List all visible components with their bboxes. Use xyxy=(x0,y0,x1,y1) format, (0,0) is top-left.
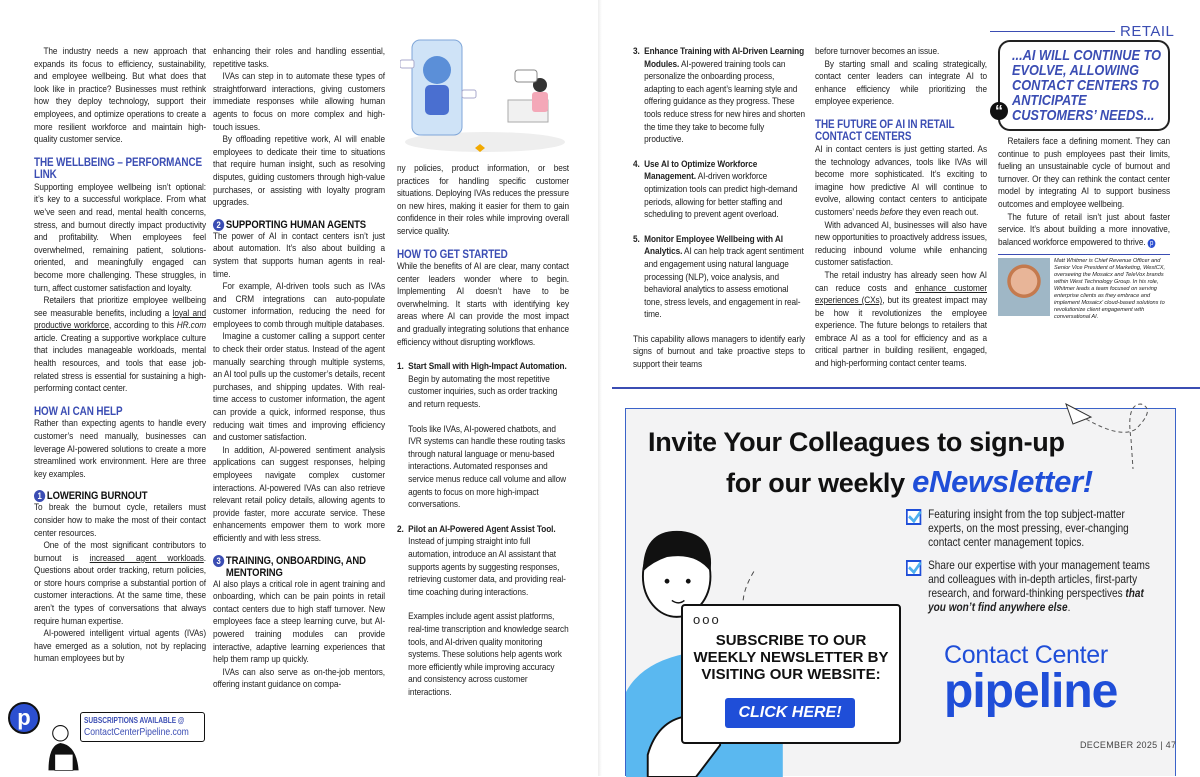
checkbox-icon xyxy=(906,509,921,525)
paragraph xyxy=(998,212,1170,250)
text: . xyxy=(1067,600,1071,614)
item-subtext: Tools like IVAs, AI-powered chatbots, and IVR systems can handle these routing tasks through natural language or menu-based interactions. Automated responses and service menus reduce call volume and allow agents to focus on more high-impact conversations. xyxy=(408,423,567,511)
text: before xyxy=(880,206,904,218)
loyal-workforce-link[interactable]: loyal and productive workforce xyxy=(34,307,206,332)
paragraph: In addition, AI-powered sentiment analysis applications can suggest responses, helping employees navigate complex customer interactions. AI-powered IVAs can also retrieve relevant retail policy details, allowing agents to provide faster, more accurate service. These enhancements empower them to work more efficiently and with less stress. xyxy=(213,444,385,544)
paragraph: Retailers face a defining moment. They can continue to push employees past their limits, fueling an unsustainable cycle of burnout and turnover. Or they can rethink the contact center model by integrating AI to support business outcomes and employee wellbeing. xyxy=(998,136,1170,210)
text: The retail industry has already seen how AI can reduce costs and xyxy=(815,269,987,294)
item-title: Start Small with High-Impact Automation. xyxy=(408,361,567,373)
steps-list xyxy=(397,361,569,699)
steps-list xyxy=(633,46,805,322)
text: One of the most significant contributors to burnout is xyxy=(34,540,207,564)
subscriptions-label: SUBSCRIPTIONS AVAILABLE @ xyxy=(84,716,185,725)
benefit-text: Featuring insight from the top subject-matter experts, on the most pressing, ever-changing contact center management topics. xyxy=(928,507,1129,549)
text: HR.com xyxy=(176,320,206,332)
paragraph xyxy=(815,270,987,371)
item-title: Enhance Training with AI-Driven Learning Modules. xyxy=(644,46,805,70)
paragraph: IVAs can also serve as on-the-job mentors, offering instant guidance on compa- xyxy=(213,666,385,691)
list-item xyxy=(397,361,569,512)
author-bio xyxy=(998,254,1170,320)
heading-text: SUPPORTING HUMAN AGENTS xyxy=(225,218,367,231)
paragraph: ny policies, product information, or best practices for handling specific customer situations. Deploying IVAs reduces the pressure on new hires, making it easier for them to gain confidence in their roles while improving overall service quality. xyxy=(397,163,569,237)
closing-text xyxy=(998,136,1170,249)
item-number: 2. xyxy=(397,523,404,535)
section-tag: RETAIL xyxy=(1120,23,1175,40)
benefit-item xyxy=(906,558,1161,614)
ad-subheadline xyxy=(726,464,1093,500)
customer-experiences-link[interactable]: enhance customer experiences (CXs) xyxy=(815,282,987,307)
article-column-3 xyxy=(397,163,569,711)
section-heading: THE WELLBEING – PERFORMANCE LINK xyxy=(34,156,203,182)
item-number: 4. xyxy=(633,158,640,170)
checkbox-icon xyxy=(906,560,921,576)
pipeline-logo-icon: p xyxy=(8,702,40,734)
text: The future of retail isn’t just about faster service. It’s about building a more innovative, balanced workforce empowered to thrive. xyxy=(998,211,1170,248)
item-text: Instead of jumping straight into full automation, introduce an AI assistant that supports agents by suggesting responses, retrieving customer data, and providing real-time coaching during interactions. xyxy=(408,536,566,598)
item-text: AI-driven workforce optimization tools can predict high-demand periods, allowing for better staffing and scheduling to prevent agent overload. xyxy=(644,171,798,221)
paragraph: before turnover becomes an issue. xyxy=(815,46,940,57)
numbered-heading xyxy=(213,219,385,231)
number-badge: 3 xyxy=(213,555,224,567)
text: article. Creating a supportive workplace culture that includes manageable workloads, mental health resources, and tools that ease job-related stress is essential for sustaining a high-performing contact center. xyxy=(34,332,206,395)
paragraph: The industry needs a new approach that expands its focus to efficiency, sustainability, and employee wellbeing. But what does that look like in practice? Businesses must rethink how they deploy technology, support their employees, and optimize operations to create a more resilient workforce and maintain high-quality customer service. xyxy=(34,46,207,146)
paragraph: By offloading repetitive work, AI will enable employees to dedicate their time to situations that require human insight, such as resolving disputes, guiding customers through high-value purchases, or assisting with loyalty program upgrades. xyxy=(213,134,385,209)
section-heading: HOW TO GET STARTED xyxy=(397,248,508,261)
item-subtext: Examples include agent assist platforms, real-time transcription and knowledge search tools, and AI-driven quality monitoring systems. These solutions help agents work more efficiently while improving accuracy and consistency across customer interactions. xyxy=(408,611,569,698)
ai-agent-illustration xyxy=(400,30,570,155)
paragraph: To break the burnout cycle, retailers must consider how to make the most of their contact center resources. xyxy=(34,502,206,539)
item-text: Begin by automating the most repetitive customer inquiries, such as order tracking and return requests. xyxy=(408,373,558,410)
subscribe-text: SUBSCRIBE TO OUR WEEKLY NEWSLETTER BY VISITING OUR WEBSITE: xyxy=(693,632,889,683)
paragraph: With advanced AI, businesses will also have new opportunities to proactively address issues, reducing inbound volume while enhancing customer satisfaction. xyxy=(815,219,987,269)
item-text: AI can help track agent sentiment and engagement using natural language processing (NLP), voice analysis, and behavioral analytics to assess emotional tone, stress levels, and engagement in real-time. xyxy=(644,246,804,321)
window-dots-icon: ooo xyxy=(693,612,721,627)
ad-divider xyxy=(612,387,1200,389)
item-number: 3. xyxy=(633,46,640,57)
paragraph xyxy=(34,540,206,628)
logo-line-1: Contact Center xyxy=(944,641,1108,669)
paragraph: The power of AI in contact centers isn’t just about automation. It’s also about building a system that supports human agents in real-time. xyxy=(213,230,385,280)
paragraph: This capability allows managers to identify early signs of burnout and take proactive steps to support their teams xyxy=(633,333,805,371)
list-item xyxy=(397,524,569,700)
text: they even reach out. xyxy=(903,206,979,218)
logo-line-2: pipeline xyxy=(944,665,1118,718)
agent-workloads-link[interactable]: increased agent workloads xyxy=(89,552,204,564)
article-column-5 xyxy=(815,46,987,371)
article-column-2 xyxy=(213,46,385,692)
heading-text: TRAINING, ONBOARDING, AND MENTORING xyxy=(225,554,366,579)
benefit-list xyxy=(906,507,1161,623)
paragraph: AI also plays a critical role in agent training and onboarding, which can be pain points in retail contact centers due to high staff turnover. New employees face a steep learning curve, but AI-powered training modules can provide interactive, adaptive learning experiences that help them ramp up quickly. xyxy=(213,578,385,666)
list-item xyxy=(633,159,805,222)
header-rule xyxy=(990,31,1115,32)
paragraph xyxy=(34,295,206,396)
enewsletter-text: eNewsletter! xyxy=(912,464,1093,499)
article-column-4 xyxy=(633,46,805,372)
contact-center-pipeline-logo xyxy=(944,641,1118,718)
page-gutter xyxy=(598,0,602,776)
subscribe-panel xyxy=(681,604,901,744)
benefit-item xyxy=(906,507,1161,549)
numbered-heading xyxy=(213,555,385,579)
pull-quote-text: ...AI WILL CONTINUE TO EVOLVE, ALLOWING CONTACT CENTERS TO ANTICIPATE CUSTOMERS’ NEEDS... xyxy=(1012,47,1161,124)
text: . Questions about order tracking, return policies, or store hours comprise a substantial portion of customer interactions. At the same time, these aren’t the types of conversations that always require human expertise. xyxy=(34,552,206,627)
text: , according to this xyxy=(109,320,177,332)
text: AI in contact centers is just getting started. As the technology advances, tools like IVAs will become more sophisticated. It’s exciting to imagine how predictive AI will continue to evolve, allowing contact centers to anticipate customers’ needs xyxy=(815,143,987,218)
heading-text: LOWERING BURNOUT xyxy=(46,490,148,503)
text: for our weekly xyxy=(726,468,913,498)
item-title: Use AI to Optimize Workforce Management. xyxy=(644,158,758,183)
subscriptions-callout[interactable] xyxy=(80,712,205,742)
number-badge: 1 xyxy=(34,490,45,502)
text: , but its greatest impact may be how it revolutionizes the employee experience. The future belongs to retailers that embrace AI as a tool for efficiency and as a critical partner in building resilient, engaged, and high-performing contact center teams. xyxy=(815,295,987,370)
website-link[interactable]: ContactCenterPipeline.com xyxy=(84,726,189,738)
item-title: Pilot an AI-Powered Agent Assist Tool. xyxy=(408,523,556,535)
paragraph: By starting small and scaling strategically, contact center leaders can integrate AI to enhance efficiency while prioritizing the employee experience. xyxy=(815,58,987,108)
paragraph: Imagine a customer calling a support center to check their order status. Instead of the agent manually searching through multiple systems, an AI tool pulls up the customer’s details, recent purchases, and shipping updates. With real-time access to customer information, the agent can provide a quick, informed response, thus reducing wait times and improving efficiency and customer satisfaction. xyxy=(213,331,385,444)
author-photo xyxy=(998,258,1050,316)
newsletter-ad xyxy=(625,408,1176,776)
list-item xyxy=(633,234,805,322)
agent-illustration xyxy=(45,715,80,776)
item-title: Monitor Employee Wellbeing with AI Analytics. xyxy=(644,233,783,258)
paragraph: enhancing their roles and handling essential, repetitive tasks. xyxy=(213,46,385,70)
quote-mark-icon: “ xyxy=(990,102,1008,120)
author-bio-text: Matt Whitmer is Chief Revenue Officer and Senior Vice President of Marketing, WestCX, overseeing the Mosaicx and TeleVox brands within West Technology Group. In his role, Whitmer leads a team focused on serving enterprise clients as they embrace and implement Mosaicx’ cloud-based solutions to revolutionize client engagement with conversational AI. xyxy=(1054,258,1166,320)
text: Retailers that prioritize employee wellbeing see measurable benefits, including a xyxy=(34,295,207,319)
click-here-button[interactable]: CLICK HERE! xyxy=(725,698,855,728)
section-heading: HOW AI CAN HELP xyxy=(34,405,123,418)
paragraph: For example, AI-driven tools such as IVAs and CRM integrations can auto-populate customer information, reducing the need for employees to comb through multiple databases. xyxy=(213,281,385,330)
item-text: AI-powered training tools can personalize the onboarding process, adapting to each agent’s learning style and offering guidance as they progress. These tools reduce stress for new hires and shorten the time they take to become fully productive. xyxy=(644,58,805,146)
numbered-heading xyxy=(34,490,206,502)
benefit-emphasis: that you won’t find anywhere else xyxy=(928,586,1144,614)
item-number: 1. xyxy=(397,361,404,373)
benefit-text: Share our expertise with your management teams and colleagues with in-depth articles, first-party research, and forward-thinking perspectives xyxy=(928,558,1150,600)
paragraph: IVAs can step in to automate these types of straightforward interactions, giving customers immediate responses while allowing human agents to focus on more complex and high-touch issues. xyxy=(213,71,385,133)
paragraph: Supporting employee wellbeing isn’t optional: it’s key to a successful workplace. From what we’ve seen and read, mental health concerns, stress, and burnout directly impact productivity and profitability. When employees feel overwhelmed, remaining patient, solutions-oriented, and meaningfully engaged can become more challenging. These struggles, in turn, affect customer satisfaction and loyalty. xyxy=(34,181,206,294)
item-number: 5. xyxy=(633,233,640,245)
ad-headline: Invite Your Colleagues to sign-up xyxy=(648,427,1065,457)
article-column-1 xyxy=(34,46,206,666)
paragraph xyxy=(815,144,987,220)
end-mark-icon: p xyxy=(1148,239,1156,248)
paragraph: While the benefits of AI are clear, many contact center leaders wonder where to begin. Implementing AI doesn’t have to be overwhelming. It starts with identifying key areas where AI can provide the most impact and gradually integrating solutions that enhance efficiency without disrupting workflows. xyxy=(397,261,569,348)
pull-quote xyxy=(995,40,1170,131)
page-footer: DECEMBER 2025 | 47 xyxy=(1080,740,1177,750)
list-item xyxy=(633,46,805,147)
article-column-6 xyxy=(995,40,1170,321)
number-badge: 2 xyxy=(213,219,224,231)
paragraph: Rather than expecting agents to handle every customer’s need manually, businesses can leverage AI-powered solutions to create a more streamlined work environment. Here are three key examples. xyxy=(34,418,206,480)
paragraph: AI-powered intelligent virtual agents (IVAs) have emerged as a solution, not by replacing human employees but by xyxy=(34,628,207,665)
section-heading: THE FUTURE OF AI IN RETAIL CONTACT CENTERS xyxy=(815,118,955,144)
